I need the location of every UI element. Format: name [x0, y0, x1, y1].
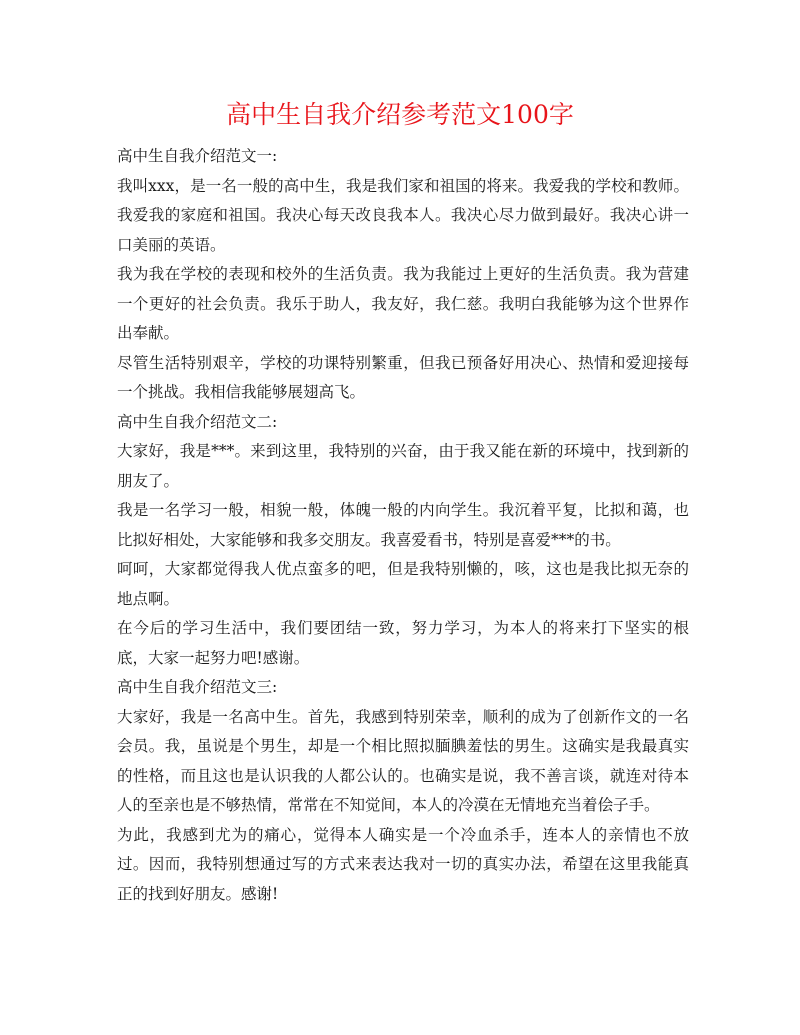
paragraph: 尽管生活特别艰辛，学校的功课特别繁重，但我已预备好用决心、热情和爱迎接每一个挑战。我相信我能够展翅高飞。 — [117, 353, 689, 401]
paragraph: 为此，我感到尤为的痛心，觉得本人确实是一个冷血杀手，连本人的亲情也不放过。因而，我特别想通过写的方式来表达我对一切的真实办法，希望在这里我能真正的找到好朋友。感谢! — [117, 825, 689, 903]
paragraph: 大家好，我是***。来到这里，我特别的兴奋，由于我又能在新的环境中，找到新的朋友了。 — [117, 442, 689, 490]
document-title: 高中生自我介绍参考范文100字 — [226, 100, 574, 129]
paragraph: 呵呵，大家都觉得我人优点蛮多的吧，但是我特别懒的，咳，这也是我比拟无奈的地点啊。 — [117, 560, 689, 608]
section-heading-3: 高中生自我介绍范文三: — [117, 678, 278, 696]
paragraph: 我叫xxx，是一名一般的高中生，我是我们家和祖国的将来。我爱我的学校和教师。我爱我的家庭和祖国。我决心每天改良我本人。我决心尽力做到最好。我决心讲一口美丽的英语。 — [117, 176, 689, 254]
paragraph: 大家好，我是一名高中生。首先，我感到特别荣幸，顺利的成为了创新作文的一名会员。我，虽说是个男生，却是一个相比照拟腼腆羞怯的男生。这确实是我最真实的性格，而且这也是认识我的人都公认的。也确实是说，我不善言谈，就连对待本人的至亲也是不够热情，常常在不知觉间，本人的冷漠在无情地充当着侩子手。 — [117, 707, 689, 814]
paragraph: 在今后的学习生活中，我们要团结一致，努力学习，为本人的将来打下坚实的根底，大家一起努力吧!感谢。 — [117, 619, 689, 667]
section-heading-1: 高中生自我介绍范文一: — [117, 147, 278, 165]
paragraph: 我是一名学习一般，相貌一般，体魄一般的内向学生。我沉着平复，比拟和蔼，也比拟好相处，大家能够和我多交朋友。我喜爱看书，特别是喜爱***的书。 — [117, 501, 689, 549]
section-heading-2: 高中生自我介绍范文二: — [117, 412, 278, 431]
document-body — [117, 142, 689, 909]
paragraph: 我为我在学校的表现和校外的生活负责。我为我能过上更好的生活负责。我为营建一个更好的社会负责。我乐于助人，我友好，我仁慈。我明白我能够为这个世界作出奉献。 — [117, 265, 689, 342]
